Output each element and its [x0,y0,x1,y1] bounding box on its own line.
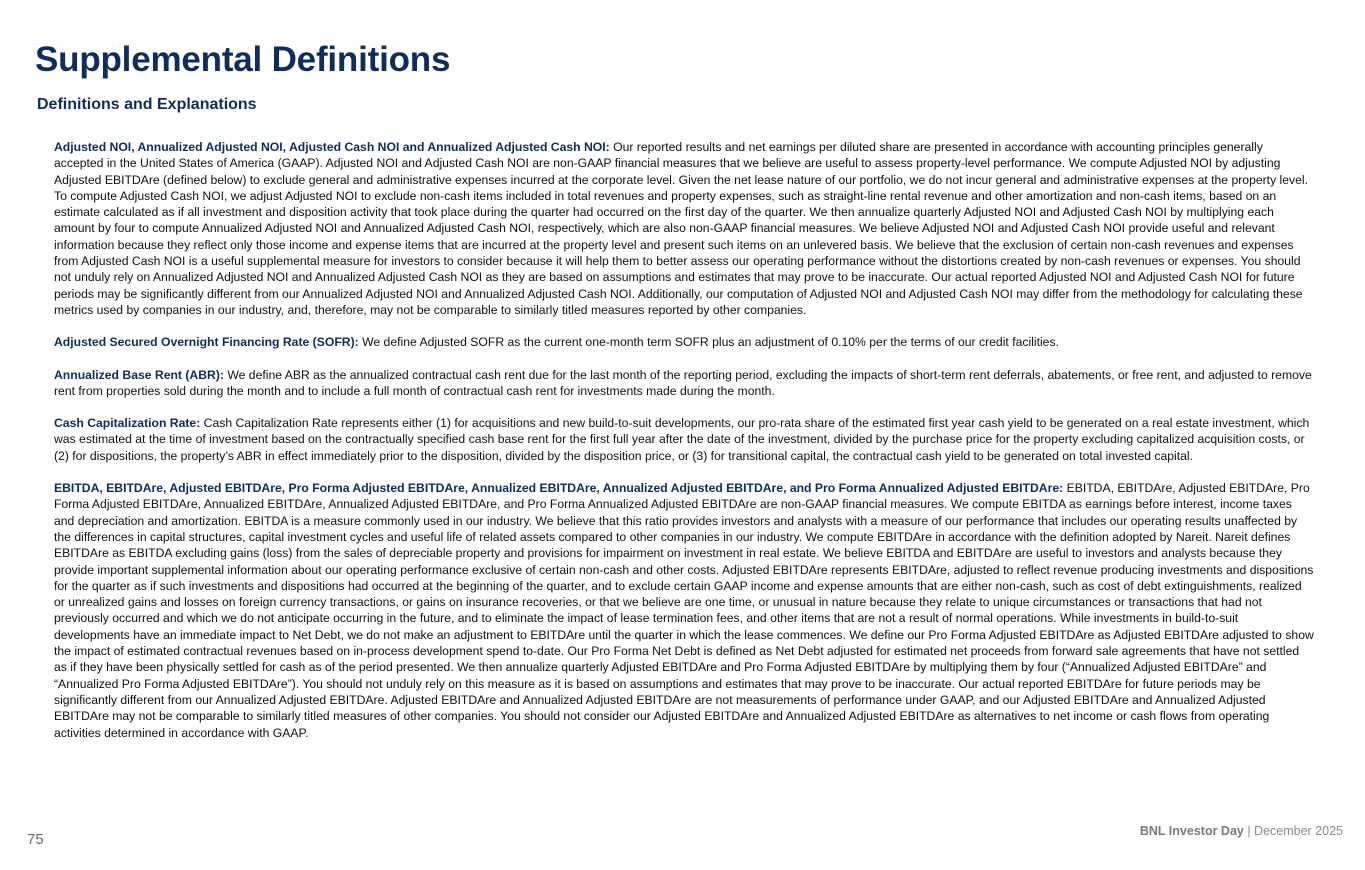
footer-brand-name: BNL Investor Day [1139,824,1244,838]
page-subtitle: Definitions and Explanations [37,96,257,113]
page-title: Supplemental Definitions [35,40,451,79]
definition-text: We define ABR as the annualized contractual cash rent due for the last month of the reporting period, excluding the impacts of short-term rent deferrals, abatements, or free rent, and adjusted to remove rent from properties sold during the month and to include a full month of contractual cash rent for investments made during the month. [54,367,1312,398]
definition-text: Cash Capitalization Rate represents either (1) for acquisitions and new build-to-suit developments, our pro-rata share of the estimated first year cash yield to be generated on a real estate investment, which was estimated at the time of investment based on the contractually specified cash base rent for the first full year after the date of the investment, divided by the purchase price for the property excluding capitalized acquisition costs, or (2) for dispositions, the property’s ABR in effect immediately prior to the disposition, divided by the disposition price, or (3) for transitional capital, the contractual cash yield to be generated on total invested capital. [54,416,1310,463]
definition-ebitda [54,480,1315,741]
definition-text: EBITDA, EBITDAre, Adjusted EBITDAre, Pro Forma Adjusted EBITDAre, Annualized EBITDAre, Annualized Adjusted EBITDAre, and Pro Forma Annualized Adjusted EBITDAre are non-GAAP financial measures. We compute EBITDA as earnings before interest, income taxes and depreciation and amortization. EBITDA is a measure commonly used in our industry. We believe that this ratio provides investors and analysts with a measure of our performance that includes our operating results unaffected by the differences in capital structures, capital investment cycles and useful life of related assets compared to other companies in our industry. We compute EBITDAre in accordance with the definition adopted by Nareit. Nareit defines EBITDAre as EBITDA excluding gains (loss) from the sales of depreciable property and provisions for impairment on investment in real estate. We believe EBITDA and EBITDAre are useful to investors and analysts because they provide important supplemental information about our operating performance exclusive of certain non-cash and other costs. Adjusted EBITDAre represents EBITDAre, adjusted to reflect revenue producing investments and dispositions for the quarter as if such investments and dispositions had occurred at the beginning of the quarter, and to exclude certain GAAP income and expense amounts that are either non-cash, such as cost of debt extinguishments, realized or unrealized gains and losses on foreign currency transactions, or gains on insurance recoveries, or that we believe are one time, or unusual in nature because they relate to unique circumstances or transactions that had not previously occurred and which we do not anticipate occurring in the future, and to eliminate the impact of lease termination fees, and other items that are not a result of normal operations. While investments in build-to-suit developments have an immediate impact to Net Debt, we do not make an adjustment to EBITDAre until the quarter in which the lease commences. We define our Pro Forma Adjusted EBITDAre as Adjusted EBITDAre adjusted to show the impact of estimated contractual revenues based on in-process development spend to-date. Our Pro Forma Net Debt is defined as Net Debt adjusted for estimated net proceeds from forward sale agreements that have not settled as if they have been physically settled for cash as of the period presented. We then annualize quarterly Adjusted EBITDAre and Pro Forma Adjusted EBITDAre by multiplying them by four (“Annualized Adjusted EBITDAre” and “Annualized Pro Forma Adjusted EBITDAre”). You should not unduly rely on this measure as it is based on assumptions and estimates that may prove to be inaccurate. Our actual reported EBITDAre for future periods may be significantly different from our Annualized Adjusted EBITDAre. Adjusted EBITDAre and Annualized Adjusted EBITDAre are not measurements of performance under GAAP, and our Adjusted EBITDAre and Annualized Adjusted EBITDAre may not be comparable to similarly titled measures of other companies. You should not consider our Adjusted EBITDAre and Annualized Adjusted EBITDAre as alternatives to net income or cash flows from operating activities determined in accordance with GAAP. [54,481,1314,740]
definition-text: We define Adjusted SOFR as the current one-month term SOFR plus an adjustment of 0.10% per the terms of our credit facilities. [362,335,1059,350]
definition-cash-cap-rate [54,415,1315,464]
definitions-list [54,139,1315,757]
footer-separator: | [1243,824,1255,838]
footer-brand [1140,824,1343,838]
definition-adjusted-noi [54,139,1315,318]
definition-abr [54,367,1315,400]
definition-term: Adjusted Secured Overnight Financing Rate (SOFR): [54,335,359,350]
definition-adjusted-sofr [54,334,1315,350]
definition-term: Adjusted NOI, Annualized Adjusted NOI, Adjusted Cash NOI and Annualized Adjusted Cash NOI: [54,140,610,154]
definition-text: Our reported results and net earnings per diluted share are presented in accordance with accounting principles generally accepted in the United States of America (GAAP). Adjusted NOI and Adjusted Cash NOI are non-GAAP financial measures that we believe are useful to assess property-level performance. We compute Adjusted NOI by adjusting Adjusted EBITDAre (defined below) to exclude general and administrative expenses incurred at the corporate level. Given the net lease nature of our portfolio, we do not incur general and administrative expenses at the property level. To compute Adjusted Cash NOI, we adjust Adjusted NOI to exclude non-cash items included in total revenues and property expenses, such as straight-line rental revenue and other amortization and non-cash items, based on an estimate calculated as if all investment and disposition activity that took place during the quarter had occurred on the first day of the quarter. We then annualize quarterly Adjusted NOI and Adjusted Cash NOI by multiplying each amount by four to compute Annualized Adjusted NOI and Annualized Adjusted Cash NOI, respectively, which are also non-GAAP financial measures. We believe Adjusted NOI and Adjusted Cash NOI provide useful and relevant information because they reflect only those income and expense items that are incurred at the property level and present such items on an unlevered basis. We believe that the exclusion of certain non-cash revenues and expenses from Adjusted Cash NOI is a useful supplemental measure for investors to consider because it will help them to better assess our operating performance without the distortions created by non-cash revenues or expenses. You should not unduly rely on Annualized Adjusted NOI and Annualized Adjusted Cash NOI as they are based on assumptions and estimates that may prove to be inaccurate. Our actual reported Adjusted NOI and Adjusted Cash NOI for future periods may be significantly different from our Annualized Adjusted NOI and Annualized Adjusted Cash NOI. Additionally, our computation of Adjusted NOI and Adjusted Cash NOI may differ from the methodology for calculating these metrics used by companies in our industry, and, therefore, may not be comparable to similarly titled measures reported by other companies. [54,140,1308,317]
definition-term: Annualized Base Rent (ABR): [54,367,224,382]
page-number: 75 [27,831,44,848]
definition-term: Cash Capitalization Rate: [54,416,201,431]
definition-term: EBITDA, EBITDAre, Adjusted EBITDAre, Pro Forma Adjusted EBITDAre, Annualized EBITDAre, Annualized Adjusted EBITDAre, and Pro Forma Annualized Adjusted EBITDAre: [54,481,1064,496]
footer-date: December 2025 [1254,824,1343,838]
